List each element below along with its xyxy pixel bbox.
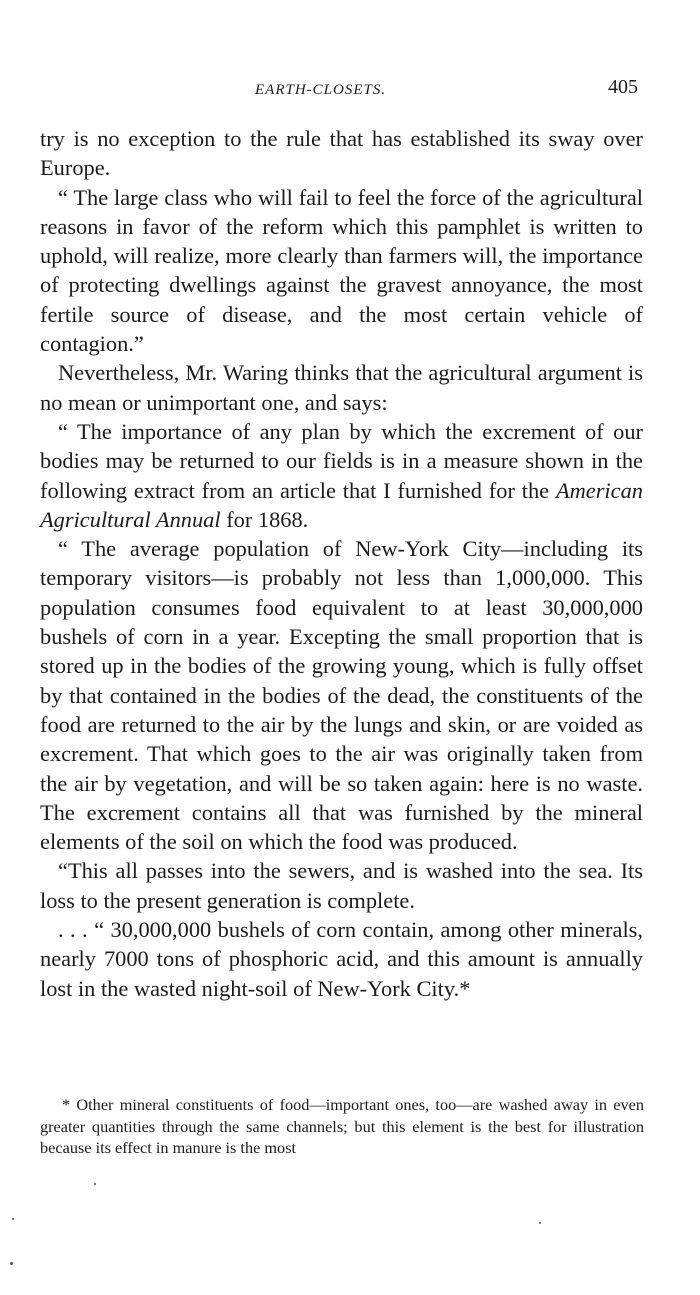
paragraph-importance-of-plan bbox=[40, 417, 643, 534]
print-speck bbox=[10, 1262, 13, 1265]
paragraph-nevertheless: Nevertheless, Mr. Waring thinks that the agricultural argument is no mean or unimportant one, and says: bbox=[40, 360, 643, 415]
paragraph-sewers: “This all passes into the sewers, and is washed into the sea. Its loss to the present generation is complete. bbox=[40, 858, 643, 913]
paragraph-continuation: try is no exception to the rule that has established its sway over Europe. bbox=[40, 126, 643, 181]
print-speck bbox=[12, 1218, 14, 1220]
footnote bbox=[40, 1094, 644, 1159]
footnote-text: * Other mineral constituents of food—important ones, too—are washed away in even greater quantities through the same channels; but this element is the best for illustration because its effect in manure is the most bbox=[40, 1095, 644, 1157]
paragraph-text: “ The importance of any plan by which the excrement of our bodies may be returned to our fields is in a measure shown in the following extract from an article that I furnished for the bbox=[40, 418, 643, 503]
publication-title: American Agricultural Annual bbox=[40, 477, 643, 532]
print-speck bbox=[539, 1222, 541, 1224]
paragraph-text: for 1868. bbox=[220, 506, 309, 532]
page-header bbox=[40, 76, 640, 106]
running-title: EARTH-CLOSETS. bbox=[255, 82, 387, 98]
page-number: 405 bbox=[608, 76, 638, 98]
paragraph-average-population: “ The average population of New-York City—including its temporary visitors—is probably not less than 1,000,000. This population consumes food equivalent to at least 30,000,000 bushels of corn in a year. Excepting the small proportion that is stored up in the bodies of the growing young, which is fully offset by that contained in the bodies of the dead, the constituents of the food are returned to the air by the lungs and skin, or are voided as excrement. That which goes to the air was originally taken from the air by vegetation, and will be so taken again: here is no waste. The excrement contains all that was furnished by the mineral elements of the soil on which the food was produced. bbox=[40, 536, 643, 855]
body-text bbox=[40, 124, 643, 1003]
paragraph-bushels-of-corn: . . . “ 30,000,000 bushels of corn contain, among other minerals, nearly 7000 tons of phosphoric acid, and this amount is annually lost in the wasted night-soil of New-York City.* bbox=[40, 917, 643, 1001]
paragraph-quote-large-class: “ The large class who will fail to feel the force of the agricultural reasons in favor of the reform which this pamphlet is written to uphold, will realize, more clearly than farmers will, the importance of protecting dwellings against the gravest annoyance, the most fertile source of disease, and the most certain vehicle of contagion.” bbox=[40, 184, 643, 357]
print-speck bbox=[94, 1183, 96, 1185]
